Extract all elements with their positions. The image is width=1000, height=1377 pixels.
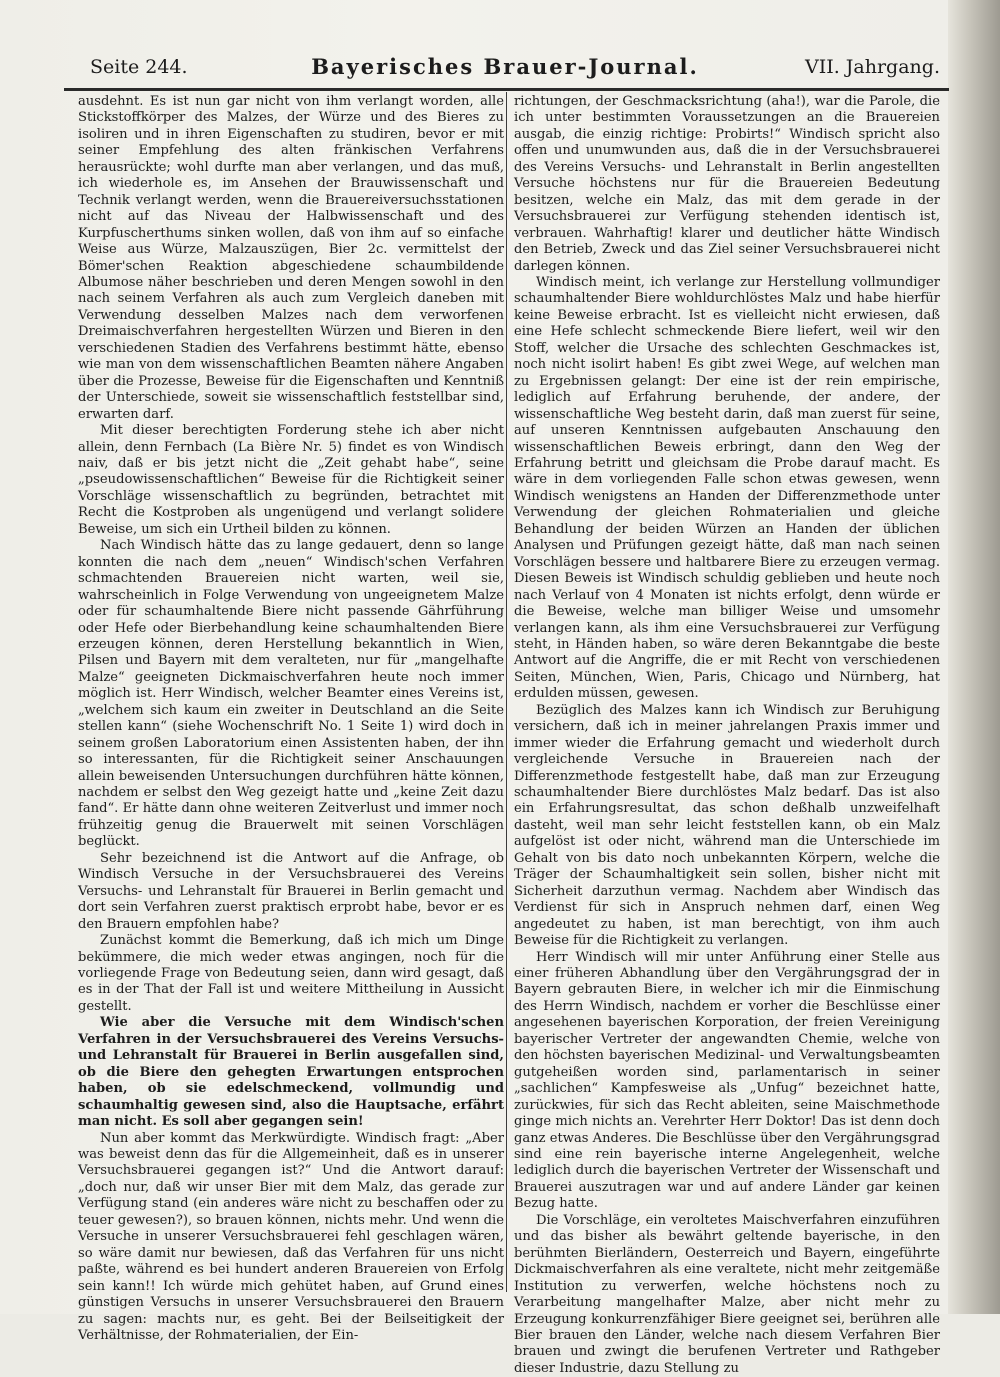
column-divider	[506, 92, 507, 1292]
paragraph: Zunächst kommt die Bemerkung, daß ich mich um Dinge bekümmere, die mich weder etwas angingen, noch für die vorliegende Frage von Bedeutung seien, dann wird gesagt, daß es in der That der Fall ist und weitere Mittheilung in Aussicht gestellt.	[78, 933, 504, 1014]
page-header	[60, 52, 950, 82]
paragraph: richtungen, der Geschmacksrichtung (aha!), war die Parole, die ich unter bestimmten Voraussetzungen an die Brauereien ausgab, die einzig richtige: Probirts!“ Windisch spricht also offen und unumwunden aus, daß die in der Versuchsbrauerei des Vereins Versuchs- und Lehranstalt in Berlin angestellten Versuche höchstens nur für die Brauereien Bedeutung besitzen, welche ein Malz, das mit dem gerade in der Versuchsbrauerei zur Verfügung stehenden identisch ist, verbrauen. Wahrhaftig! klarer und deutlicher hätte Windisch den Betrieb, Zweck und das Ziel seiner Versuchsbrauerei nicht darlegen können.	[514, 94, 940, 274]
book-spine-shadow	[948, 0, 1000, 1314]
volume-label: VII. Jahrgang.	[804, 56, 940, 78]
header-rule	[64, 88, 949, 91]
paragraph: Windisch meint, ich verlange zur Herstellung vollmundiger schaumhaltender Biere wohldurchlöstes Malz und habe hierfür keine Beweise erbracht. Ist es vielleicht nicht erwiesen, daß eine Hefe schlecht schmeckende Biere liefert, weil wir den Stoff, welcher die Ursache des schlechten Geschmackes ist, noch nicht isolirt haben! Es gibt zwei Wege, auf welchen man zu Ergebnissen gelangt: Der eine ist der rein empirische, lediglich auf Erfahrung beruhende, der andere, der wissenschaftliche Weg besteht darin, daß man zuerst für seine, auf unseren Kenntnissen aufgebauten Anschauung den wissenschaftlichen Beweis erbringt, dann den Weg der Erfahrung betritt und gleichsam die Probe darauf macht. Es wäre in dem vorliegenden Falle schon etwas gewesen, wenn Windisch wenigstens an Handen der Differenzmethode unter Verwendung der gleichen Rohmaterialien und gleiche Behandlung der beiden Würzen an Handen der üblichen Analysen und Prüfungen gezeigt hätte, daß man nach seinen Vorschlägen bessere und haltbarere Biere zu erzeugen vermag. Diesen Beweis ist Windisch schuldig geblieben und heute noch nach Verlauf von 4 Monaten ist nichts erfolgt, denn würde er die Beweise, welche man billiger Weise und umsomehr verlangen kann, als ihm eine Versuchsbrauerei zur Verfügung steht, in Händen haben, so wäre deren Bekanntgabe die beste Antwort auf die Angriffe, die er mit Recht von verschiedenen Seiten, München, Wien, Paris, Chicago und Nürnberg, hat erdulden müssen, gewesen.	[514, 274, 940, 702]
paragraph: Mit dieser berechtigten Forderung stehe ich aber nicht allein, denn Fernbach (La Bière Nr. 5) findet es von Windisch naiv, daß er bis jetzt nicht die „Zeit gehabt habe“, seine „pseudowissenschaftlichen“ Beweise für die Richtigkeit seiner Vorschläge wissenschaftlich zu begründen, betrachtet mit Recht die Kostproben als ungenügend und verlangt solidere Beweise, um sich ein Urtheil bilden zu können.	[78, 423, 504, 537]
page-number: Seite 244.	[90, 56, 188, 78]
paragraph: Herr Windisch will mir unter Anführung einer Stelle aus einer früheren Abhandlung über den Vergährungsgrad der in Bayern gebrauten Biere, in welcher ich mir die Einmischung des Herrn Windisch, nachdem er vorher die Beschlüsse einer angesehenen bayerischen Korporation, der freien Vereinigung bayerischer Vertreter der angewandten Chemie, welche von den höchsten bayerischen Medizinal- und Verwaltungsbeamten gutgeheißen worden sind, parlamentarisch in seiner „sachlichen“ Kampfesweise als „Unfug“ bezeichnet hatte, zurückwies, für sich das Recht ableiten, seine Maischmethode ginge mich nichts an. Verehrter Herr Doktor! Das ist denn doch ganz etwas Anderes. Die Beschlüsse über den Vergährungsgrad sind eine rein bayerische interne Angelegenheit, welche lediglich durch die bayerischen Vertreter der Wissenschaft und Brauerei auszutragen war und auf andere Länder gar keinen Bezug hatte.	[514, 949, 940, 1212]
emphasized-paragraph: Wie aber die Versuche mit dem Windisch'schen Verfahren in der Versuchsbrauerei des Vereins Versuchs- und Lehranstalt für Brauerei in Berlin ausgefallen sind, ob die Biere den gehegten Erwartungen entsprochen haben, ob sie edelschmeckend, vollmundig und schaumhaltig gewesen sind, also die Hauptsache, erfährt man nicht. Es soll aber gegangen sein!	[78, 1015, 504, 1130]
paragraph: Die Vorschläge, ein veroltetes Maischverfahren einzuführen und das bisher als bewährt geltende bayerische, in den berühmten Bierländern, Oesterreich und Bayern, eingeführte Dickmaischverfahren als eine veraltete, nicht mehr zeitgemäße Institution zu verwerfen, welche höchstens noch zu Verarbeitung mangelhafter Malze, aber nicht mehr zu Erzeugung konkurrenzfähiger Biere geeignet sei, berühren alle Bier brauen den Länder, welche nach diesem Verfahren Bier brauen und zwingt die berufenen Vertreter und Rathgeber dieser Industrie, dazu Stellung zu	[514, 1212, 940, 1376]
paragraph: ausdehnt. Es ist nun gar nicht von ihm verlangt worden, alle Stickstoffkörper des Malzes, der Würze und des Bieres zu isoliren und in ihren Eigenschaften zu studiren, bevor er mit seiner Empfehlung des alten fränkischen Verfahrens herausrückte; wohl durfte man aber verlangen, und das muß, ich wiederhole es, im Ansehen der Brauwissenschaft und Technik verlangt werden, wenn die Brauereiversuchsstationen nicht auf das Niveau der Halbwissenschaft und des Kurpfuscherthums sinken wollen, daß von ihm auf so einfache Weise aus Würze, Malzauszügen, Bier 2c. vermittelst der Bömer'schen Reaktion abgeschiedene schaumbildende Albumose näher beschrieben und deren Mengen sowohl in den nach seinem Verfahren als auch zum Vergleich daneben mit Verwendung desselben Malzes nach dem verworfenen Dreimaischverfahren hergestellten Würzen und Bieren in den verschiedenen Stadien des Verfahrens bestimmt hätte, ebenso wie man von dem wissenschaftlichen Beamten nähere Angaben über die Prozesse, Beweise für die Eigenschaften und Kenntniß der Unterschiede, soweit sie wissenschaftlich feststellbar sind, erwarten darf.	[78, 94, 504, 422]
paragraph: Bezüglich des Malzes kann ich Windisch zur Beruhigung versichern, daß ich in meiner jahrelangen Praxis immer und immer wieder die Erfahrung gemacht und wiederholt durch vergleichende Versuche in Brauereien nach der Differenzmethode festgestellt habe, daß man zur Erzeugung schaumhaltender Biere durchlöstes Malz bedarf. Das ist also ein Erfahrungsresultat, das schon deßhalb unzweifelhaft dasteht, weil man sehr leicht feststellen kann, ob ein Malz aufgelöst ist oder nicht, während man die Unterschiede im Gehalt von bis dato noch unbekannten Körpern, welche die Träger der Schaumhaltigkeit sein sollen, bisher nicht mit Sicherheit darzuthun vermag. Nachdem aber Windisch das Verdienst für sich in Anspruch nehmen darf, einen Weg angedeutet zu haben, ist man berechtigt, von ihm auch Beweise für die Richtigkeit zu verlangen.	[514, 702, 940, 949]
paragraph: Nach Windisch hätte das zu lange gedauert, denn so lange konnten die nach dem „neuen“ Windisch'schen Verfahren schmachtenden Brauereien nicht warten, weil sie, wahrscheinlich in Folge Verwendung von ungeeignetem Malze oder für schaumhaltende Biere nicht passende Gährführung oder Hefe oder Bierbehandlung keine schaumhaltenden Biere erzeugen können, deren Herstellung bekanntlich in Wien, Pilsen und Bayern mit dem veralteten, nur für „mangelhafte Malze“ geeigneten Dickmaischverfahren heute noch immer möglich ist. Herr Windisch, welcher Beamter eines Vereins ist, „welchem sich kaum ein zweiter in Deutschland an die Seite stellen kann“ (siehe Wochenschrift No. 1 Seite 1) wird doch in seinem großen Laboratorium einen Assistenten haben, der ihn so interessanten, für die Richtigkeit seiner Anschauungen allein beweisenden Untersuchungen durchführen hätte können, nachdem er selbst den Weg gezeigt hatte und „keine Zeit dazu fand“. Er hätte dann ohne weiteren Zeitverlust und immer noch frühzeitig genug die Brauerwelt mit seinen Vorschlägen beglückt.	[78, 538, 504, 850]
paragraph: Nun aber kommt das Merkwürdigte. Windisch fragt: „Aber was beweist denn das für die Allgemeinheit, daß es in unserer Versuchsbrauerei gegangen ist?“ Und die Antwort darauf: „doch nur, daß wir unser Bier mit dem Malz, das gerade zur Verfügung stand (ein anderes wäre nicht zu beschaffen oder zu teuer gewesen?), so brauen können, nichts mehr. Und wenn die Versuche in unserer Versuchsbrauerei fehl geschlagen wären, so wäre damit nur bewiesen, daß das Verfahren für uns nicht paßte, während es bei hundert anderen Brauereien von Erfolg sein kann!! Ich würde mich gehütet haben, auf Grund eines günstigen Versuchs in unserer Versuchsbrauerei den Brauern zu sagen: machts nur, es geht. Bei der Beilseitigkeit der Verhältnisse, der Rohmaterialien, der Ein-	[78, 1130, 504, 1343]
journal-title: Bayerisches Brauer-Journal.	[311, 54, 699, 79]
paragraph: Sehr bezeichnend ist die Antwort auf die Anfrage, ob Windisch Versuche in der Versuchsbrauerei des Vereins Versuchs- und Lehranstalt für Brauerei in Berlin gemacht und dort sein Verfahren zuerst praktisch erprobt habe, bevor er es den Brauern empfohlen habe?	[78, 850, 504, 932]
right-column	[514, 94, 940, 1376]
left-column	[78, 94, 504, 1343]
